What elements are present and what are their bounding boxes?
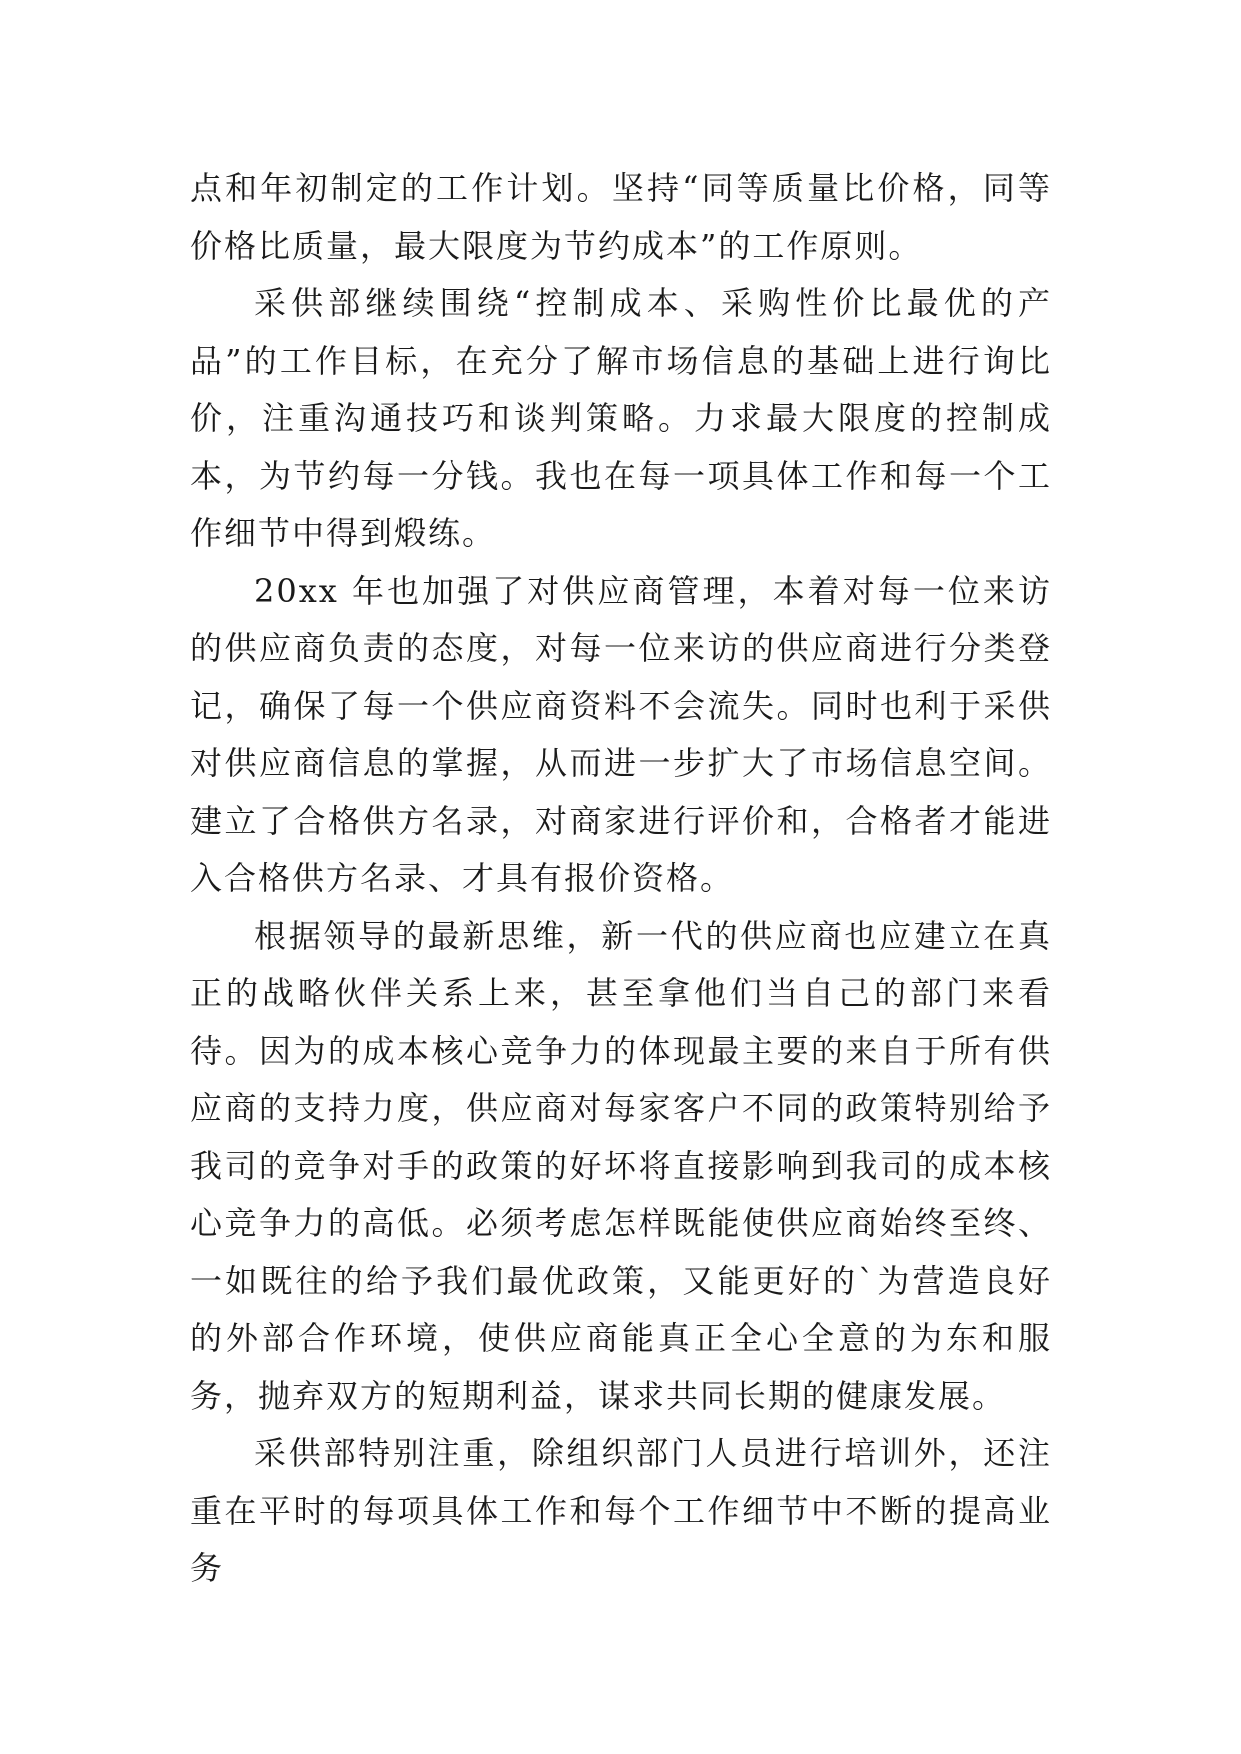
paragraph-1: 点和年初制定的工作计划。坚持“同等质量比价格，同等价格比质量，最大限度为节约成本”的工作原则。	[190, 169, 1052, 265]
paragraph-2: 采供部继续围绕“控制成本、采购性价比最优的产品”的工作目标，在充分了解市场信息的基础上进行询比价，注重沟通技巧和谈判策略。力求最大限度的控制成本，为节约每一分钱。我也在每一项具体工作和每一个工作细节中得到煅练。	[190, 284, 1052, 552]
body-text	[190, 160, 1052, 1598]
paragraph-3: 20xx 年也加强了对供应商管理，本着对每一位来访的供应商负责的态度，对每一位来访的供应商进行分类登记，确保了每一个供应商资料不会流失。同时也利于采供对供应商信息的掌握，从而进一步扩大了市场信息空间。建立了合格供方名录，对商家进行评价和，合格者才能进入合格供方名录、才具有报价资格。	[190, 571, 1052, 897]
paragraph-5: 采供部特别注重，除组织部门人员进行培训外，还注重在平时的每项具体工作和每个工作细节中不断的提高业务	[190, 1434, 1052, 1587]
paragraph-4: 根据领导的最新思维，新一代的供应商也应建立在真正的战略伙伴关系上来，甚至拿他们当自己的部门来看待。因为的成本核心竞争力的体现最主要的来自于所有供应商的支持力度，供应商对每家客户不同的政策特别给予我司的竞争对手的政策的好坏将直接影响到我司的成本核心竞争力的高低。必须考虑怎样既能使供应商始终至终、一如既往的给予我们最优政策，又能更好的`为营造良好的外部合作环境，使供应商能真正全心全意的为东和服务，抛弃双方的短期利益，谋求共同长期的健康发展。	[190, 916, 1052, 1415]
